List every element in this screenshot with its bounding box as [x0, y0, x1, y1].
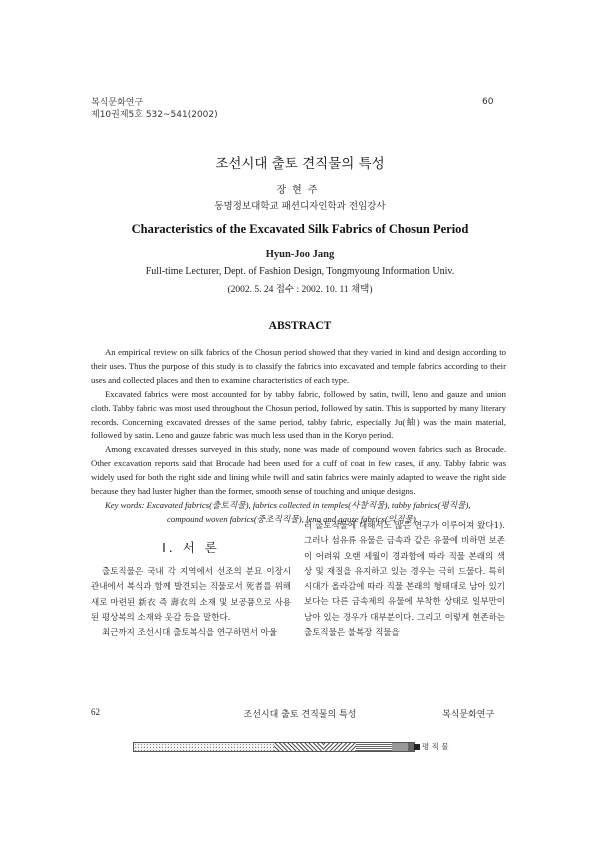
keywords-line: Key words: Excavated fabrics(출토직물), fabrics collected in temples(사찰직물), tabby fabrics(평직물),	[105, 499, 471, 510]
abstract-paragraph: Excavated fabrics were most accounted for by tabby fabric, followed by satin, twill, leno and gauze and union cloth. Tabby fabric was most used throughout the Chosun period, followed by satin. This is supported by many literary records. Concerning excavated dresses of the same period, tabby fabric, especially Ju(紬) was the main material, followed by satin. Leno and gauze fabric was much less used than in the Koryo period.	[91, 388, 506, 441]
abstract-paragraph: An empirical review on silk fabrics of the Chosun period showed that they varied in kind and design according to their uses. Thus the purpose of this study is to classify the fabrics into excavated and temple fabrics according to their uses and collected places and then to examine characteristics of each type.	[91, 347, 506, 385]
reverse-hatch-segment	[324, 743, 356, 751]
gray-segment	[392, 743, 408, 751]
fabric-pattern-bar	[133, 742, 415, 752]
diagonal-hatch-segment	[274, 743, 324, 751]
affiliation-korean: 동명정보대학교 패션디자인학과 전임강사	[214, 201, 386, 212]
author-name-korean: 장현주	[276, 185, 324, 196]
body-paragraph: 러 출토직물에 대해서도 많은 연구가 이루어져 왔다1). 그러나 섬유류 유물은 금속과 같은 유물에 비하면 보존이 어려워 오랜 세월이 경과함에 따라 직물 본래의 색상 및 재질을 유지하고 있는 경우는 극히 드물다. 특히 시대가 올라감에 따라 직물 본래의 형태대로 남아 있기 보다는 다른 금속제의 유물에 부착한 상태로 일부만이 남아 있는 경우가 대부분이다. 그리고 이렇게 현존하는 출토직물은 불복장 직물을	[304, 521, 505, 639]
volume-info: 제10권제5호 532~541(2002)	[91, 110, 218, 120]
body-paragraph: 출토직물은 국내 각 지역에서 선조의 분묘 이장시 관내에서 복식과 함께 발견되는 직물로서 死者를 위해 새로 마련된 新衣 즉 壽衣의 소재 및 보공품으로 사용된 평상복의 소재와 옷감 등을 말한다.	[91, 567, 291, 623]
dotted-pattern-segment	[134, 743, 274, 751]
legend-label: 평 직 물	[422, 742, 449, 751]
paper-title-korean: 조선시대 출토 견직물의 특성	[215, 156, 385, 172]
section-heading-introduction: I. 서 론	[162, 540, 220, 555]
body-left-column	[91, 565, 291, 641]
abstract-heading: ABSTRACT	[268, 320, 332, 332]
body-right-column	[304, 519, 505, 641]
journal-header	[91, 97, 218, 121]
footer-journal-name: 복식문화연구	[442, 710, 495, 720]
abstract-paragraph: Among excavated dresses surveyed in this study, none was made of compound woven fabrics such as Brocade. Other excavation reports said that Brocade had been used for a cuff of coat in few cases, if any. Tabby fabric was widely used for both the right side and lining while twill and satin fabrics were mainly adapted to weave the right side because they had luster higher than the former, smooth sense of touching and unique designs.	[91, 444, 506, 497]
pattern-legend	[414, 741, 449, 752]
grid-pattern-segment	[356, 743, 392, 751]
body-paragraph: 최근까지 조선시대 출토복식을 연구하면서 아울	[102, 628, 278, 639]
page-number: 60	[482, 97, 494, 107]
affiliation-english: Full-time Lecturer, Dept. of Fashion Design, Tongmyoung Information Univ.	[145, 266, 455, 277]
keywords-line: compound woven fabrics(중조직직물), leno and gauze fabrics(익직물).	[167, 513, 418, 524]
footer-running-title: 조선시대 출토 견직물의 특성	[243, 710, 357, 720]
submission-dates: (2002. 5. 24 접수 : 2002. 10. 11 채택)	[227, 285, 373, 295]
footer-page-number: 62	[91, 707, 100, 717]
author-name-english: Hyun-Joo Jang	[265, 249, 335, 260]
legend-swatch-icon	[414, 744, 420, 750]
paper-title-english: Characteristics of the Excavated Silk Fabrics of Chosun Period	[131, 222, 469, 236]
abstract-body	[91, 346, 506, 527]
journal-name: 복식문화연구	[91, 98, 144, 108]
